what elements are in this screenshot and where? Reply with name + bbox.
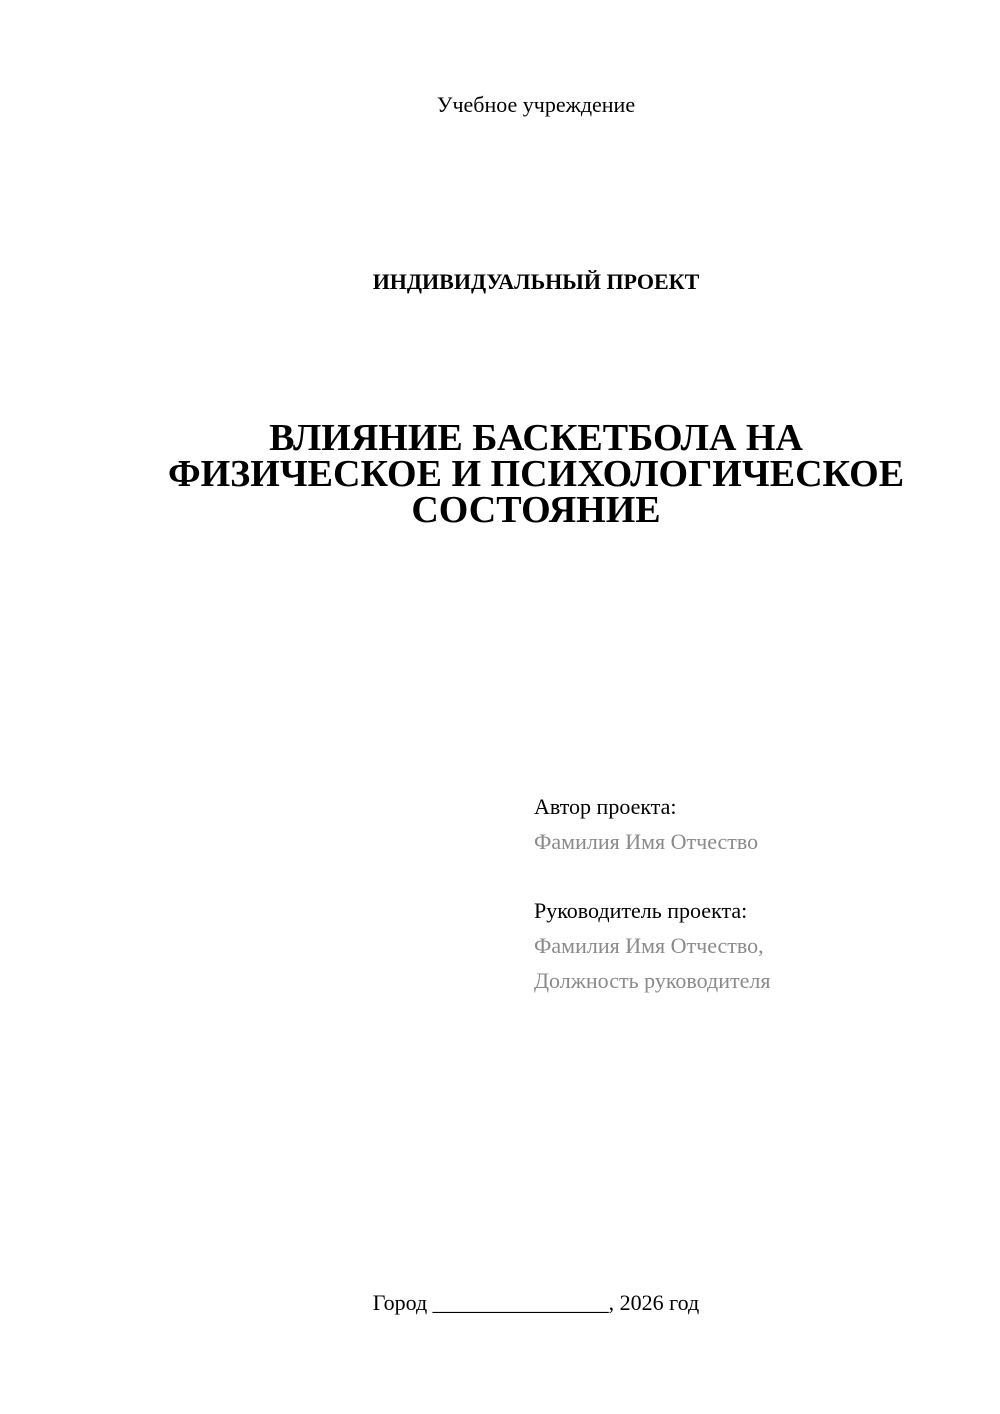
project-type-heading: ИНДИВИДУАЛЬНЫЙ ПРОЕКТ xyxy=(372,269,700,294)
project-title-line: ВЛИЯНИЕ БАСКЕТБОЛА НА xyxy=(269,417,803,459)
project-title-line: ФИЗИЧЕСКОЕ И ПСИХОЛОГИЧЕСКОЕ xyxy=(167,453,905,495)
supervisor-position: Должность руководителя xyxy=(534,968,771,993)
author-name: Фамилия Имя Отчество xyxy=(534,829,759,854)
project-credits xyxy=(534,789,974,998)
city-year-line: Город ________________, 2026 год xyxy=(372,1290,700,1315)
author-label: Автор проекта: xyxy=(534,794,677,819)
project-title-line: СОСТОЯНИЕ xyxy=(411,489,661,531)
project-title xyxy=(100,417,972,531)
supervisor-label: Руководитель проекта: xyxy=(534,898,748,923)
credits-spacer xyxy=(534,859,974,893)
institution-name: Учебное учреждение xyxy=(436,92,636,117)
supervisor-name: Фамилия Имя Отчество, xyxy=(534,933,764,958)
